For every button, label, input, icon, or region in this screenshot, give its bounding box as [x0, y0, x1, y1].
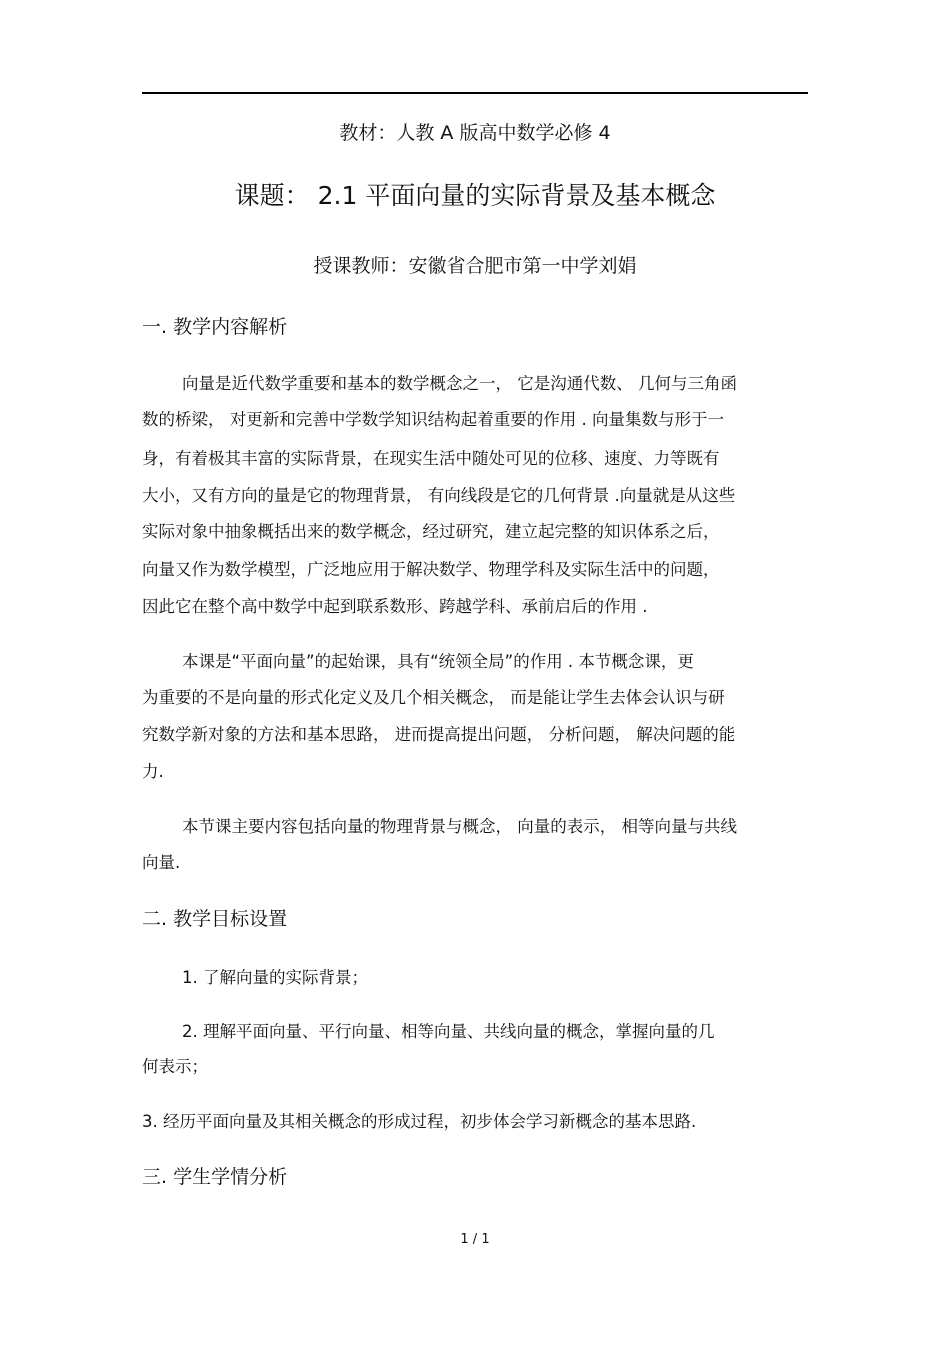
- paragraph-line: 本节课主要内容包括向量的物理背景与概念， 向量的表示， 相等向量与共线: [182, 817, 737, 836]
- lesson-title: 课题： 2.1 平面向量的实际背景及基本概念: [234, 181, 716, 210]
- paragraph-line: 向量是近代数学重要和基本的数学概念之一， 它是沟通代数、 几何与三角函: [182, 374, 737, 393]
- goal-line: 2. 理解平面向量、平行向量、相等向量、共线向量的概念，掌握向量的几: [182, 1022, 715, 1041]
- section2-heading: 二. 教学目标设置: [142, 908, 288, 930]
- teacher-line: 授课教师：安徽省合肥市第一中学刘娟: [313, 255, 637, 277]
- paragraph-line: 身，有着极其丰富的实际背景，在现实生活中随处可见的位移、速度、力等既有: [142, 449, 720, 468]
- page-number: 1 / 1: [460, 1232, 490, 1247]
- paragraph-line: 究数学新对象的方法和基本思路， 进而提高提出问题， 分析问题， 解决问题的能: [142, 725, 736, 744]
- textbook-line: 教材：人教 A 版高中数学必修 4: [339, 122, 611, 144]
- goal-line: 何表示；: [142, 1057, 208, 1076]
- goal-1: 1. 了解向量的实际背景；: [182, 968, 368, 987]
- paragraph-line: 因此它在整个高中数学中起到联系数形、跨越学科、承前启后的作用 .: [142, 597, 648, 616]
- paragraph-line: 为重要的不是向量的形式化定义及几个相关概念， 而是能让学生去体会认识与研: [142, 688, 725, 707]
- paragraph-line: 向量又作为数学模型，广泛地应用于解决数学、物理学科及实际生活中的问题，: [142, 560, 720, 579]
- top-rule: [142, 92, 808, 94]
- paragraph-line: 力.: [142, 762, 164, 781]
- section1-heading: 一. 教学内容解析: [142, 316, 288, 338]
- goal-3: 3. 经历平面向量及其相关概念的形成过程，初步体会学习新概念的基本思路.: [142, 1112, 697, 1131]
- paragraph-line: 数的桥梁， 对更新和完善中学数学知识结构起着重要的作用 . 向量集数与形于一: [142, 410, 724, 429]
- section3-heading: 三. 学生学情分析: [142, 1166, 288, 1188]
- paragraph-line: 大小，又有方向的量是它的物理背景， 有向线段是它的几何背景 .向量就是从这些: [142, 486, 736, 505]
- paragraph-line: 向量.: [142, 853, 181, 872]
- paragraph-line: 本课是“平面向量”的起始课，具有“统领全局”的作用 . 本节概念课，更: [182, 652, 694, 671]
- paragraph-line: 实际对象中抽象概括出来的数学概念，经过研究，建立起完整的知识体系之后，: [142, 522, 720, 541]
